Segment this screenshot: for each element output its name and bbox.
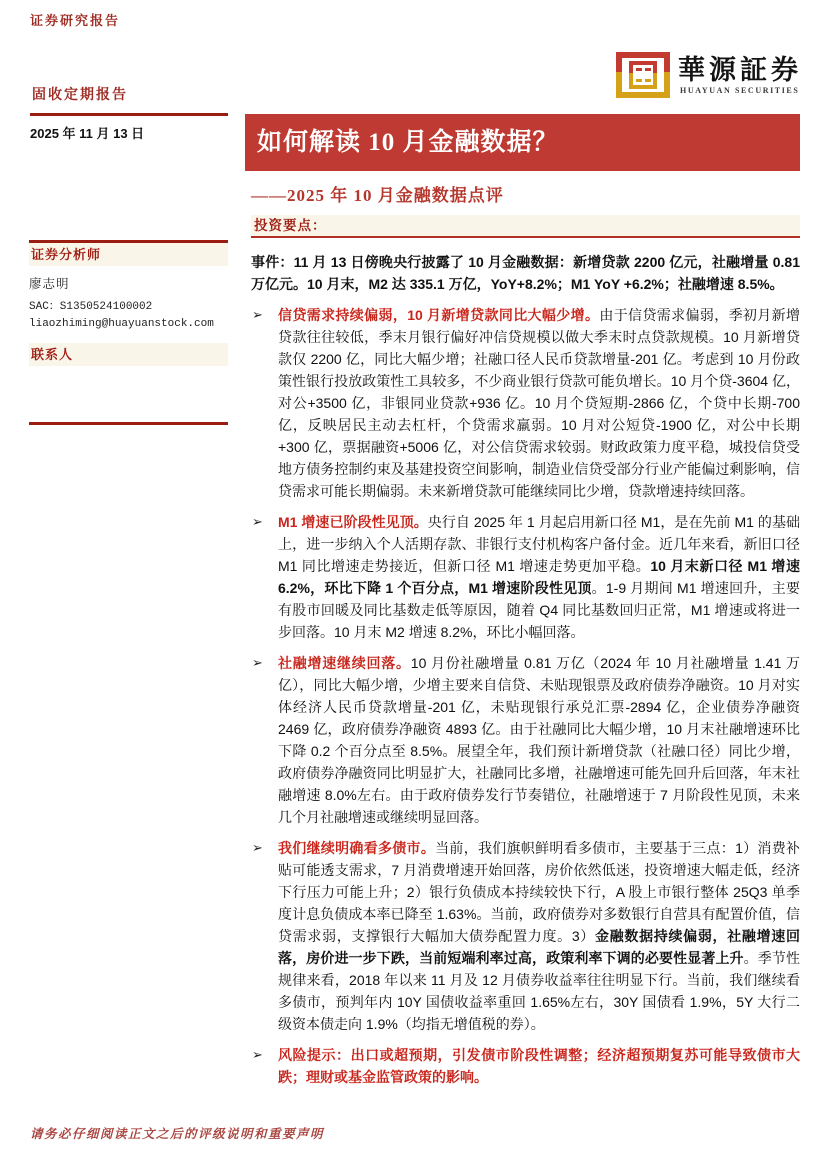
report-body <box>251 215 800 1088</box>
summary-bullet-list <box>251 304 800 1088</box>
report-date: 2025 年 11 月 13 日 <box>30 126 145 141</box>
bullet-text: 信贷需求持续偏弱，10 月新增贷款同比大幅少增。由于信贷需求偏弱，季初月新增贷款往往较低，季末月银行偏好冲信贷规模以做大季末时点贷款规模。10 月新增贷款仅 2200 亿，同比大幅少增；社融口径人民币贷款增量-201 亿。考虑到 10 月份政策性银行投放政策性工具较多，不少商业银行贷款可能负增长。10 月个贷-3604 亿，对公+3500 亿，非银同业贷款+936 亿。10 月个贷短期-2866 亿，个贷中长期-700 亿，反映居民主动去杠杆，个贷需求羸弱。10 月对公短贷-1900 亿，对公中长期+300 亿，票据融资+5006 亿，对公信贷需求较弱。财政政策力度平稳，城投信贷受地方债务控制约束及基建投资空间影响，制造业信贷受部分行业产能偏过剩影响，信贷需求可能长期偏弱。未来新增贷款可能继续同比少增，贷款增速持续回落。 <box>278 307 800 499</box>
analyst-section-heading: 证券分析师 <box>29 243 228 266</box>
key-points-heading: 投资要点： <box>251 215 800 238</box>
bullet-text: 我们继续明确看多债市。当前，我们旗帜鲜明看多债市，主要基于三点：1）消费补贴可能透支需求，7 月消费增速开始回落，房价依然低迷，投资增速大幅走低，经济下行压力可能上升；2）银行负债成本持续较快下行，A 股上市银行整体 25Q3 单季度计息负债成本率已降至 1.63%。当前，政府债券对多数银行自营具有配置价值，信贷需求弱，支撑银行大幅加大债券配置力度。3）金融数据持续偏弱，社融增速回落，房价进一步下跌，当前短端利率过高，政策利率下调的必要性显著上升。季节性规律来看，2018 年以来 11 月及 12 月债券收益率往往明显下行。当前，我们继续看多债市，预判年内 10Y 国债收益率重回 1.65%左右，30Y 国债看 1.9%，5Y 大行二级资本债走向 1.9%（均指无增值税的券）。 <box>278 840 801 1032</box>
report-title: 如何解读 10 月金融数据？ <box>245 114 800 171</box>
bullet-arrow-icon: ➢ <box>252 840 263 855</box>
footer-disclaimer: 请务必仔细阅读正文之后的评级说明和重要声明 <box>30 1127 325 1141</box>
bullet-text: 风险提示：出口或超预期，引发债市阶段性调整；经济超预期复苏可能导致债市大跌；理财或基金监管政策的影响。 <box>278 1047 800 1085</box>
company-logo <box>614 46 814 108</box>
bullet-text: M1 增速已阶段性见顶。央行自 2025 年 1 月起启用新口径 M1，是在先前 M1 的基础上，进一步纳入个人活期存款、非银行支付机构客户备付金。近几年来看，新旧口径 M1 同比增速走势接近，但新口径 M1 增速走势更加平稳。10 月末新口径 M1 增速 6.2%，环比下降 1 个百分点，M1 增速阶段性见顶。1-9 月期间 M1 增速回升，主要有股市回暖及同比基数走低等原因，随着 Q4 同比基数回归正常，M1 增速或将进一步回落。10 月末 M2 增速 8.2%，环比小幅回落。 <box>278 514 801 640</box>
bullet-arrow-icon: ➢ <box>252 655 263 670</box>
contact-section-heading: 联系人 <box>29 343 228 366</box>
report-type-label: 证券研究报告 <box>30 13 121 28</box>
logo-name-en: HUAYUAN SECURITIES <box>680 86 800 95</box>
bullet-text: 社融增速继续回落。10 月份社融增量 0.81 万亿（2024 年 10 月社融增量 1.41 万亿），同比大幅少增，少增主要来自信贷、未贴现银票及政府债券净融资。10 月对实体经济人民币贷款增量-201 亿，未贴现银行承兑汇票-2894 亿，企业债券净融资 2469 亿，政府债券净融资 4893 亿。由于社融同比大幅少增，10 月末社融增速环比下降 0.2 个百分点至 8.5%。展望全年，我们预计新增贷款（社融口径）同比少增，政府债券净融资同比明显扩大，社融同比多增，社融增速可能先回升后回落，年末社融增速 8.0%左右。由于政府债券发行节奏错位，社融增速于 7 月阶段性见顶，未来几个月社融增速或继续明显回落。 <box>278 655 800 825</box>
bullet-item <box>251 837 800 1035</box>
analyst-email[interactable]: liaozhiming@huayuanstock.com <box>29 318 214 330</box>
report-category-label: 固收定期报告 <box>32 88 128 103</box>
bullet-item <box>251 304 800 502</box>
event-paragraph: 事件：11 月 13 日傍晚央行披露了 10 月金融数据：新增贷款 2200 亿元，社融增量 0.81 万亿元。10 月末，M2 达 335.1 万亿，YoY+8.2%；M1 YoY +6.2%；社融增速 8.5%。 <box>251 254 800 292</box>
analyst-sac-number: SAC：S1350524100002 <box>29 301 153 313</box>
report-subtitle: ——2025 年 10 月金融数据点评 <box>251 186 504 205</box>
bullet-arrow-icon: ➢ <box>252 514 263 529</box>
analyst-sidebar <box>29 240 228 366</box>
sidebar-divider-bottom <box>29 422 228 425</box>
header-divider <box>30 113 228 116</box>
bullet-item <box>251 511 800 643</box>
bullet-item <box>251 652 800 828</box>
bullet-arrow-icon: ➢ <box>252 1047 263 1062</box>
bullet-arrow-icon: ➢ <box>252 307 263 322</box>
analyst-name: 廖志明 <box>29 277 70 291</box>
bullet-item <box>251 1044 800 1088</box>
logo-name-cn: 華源証券 <box>678 55 802 85</box>
huayuan-seal-icon <box>614 48 672 107</box>
